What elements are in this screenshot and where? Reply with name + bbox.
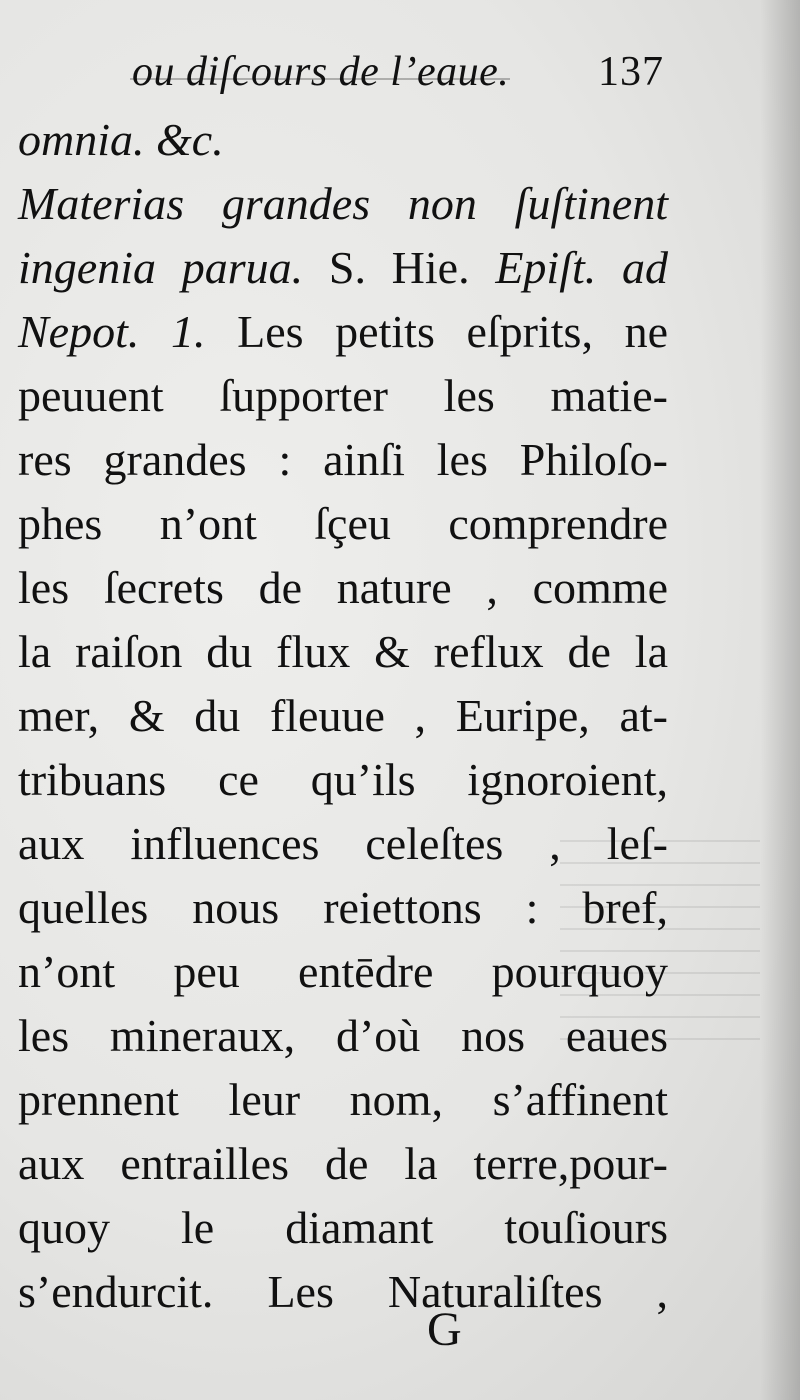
- text-line: prennent leur nom, s’affinent: [18, 1074, 668, 1125]
- text-span: ingenia parua.: [18, 242, 304, 293]
- page-number: 137: [598, 49, 664, 95]
- body-text: [18, 108, 668, 1324]
- text-line: res grandes : ainſi les Philoſo-: [18, 434, 668, 485]
- signature-mark: G: [427, 1303, 462, 1356]
- text-line: [18, 236, 668, 300]
- text-line: peuuent ſupporter les matie-: [18, 370, 668, 421]
- text-line: aux entrailles de la terre,pour-: [18, 1138, 668, 1189]
- text-line: quelles nous reiettons : bref,: [18, 882, 668, 933]
- running-head: [0, 40, 800, 100]
- text-line: aux influences celeſtes , leſ-: [18, 818, 668, 869]
- text-line: les ſecrets de nature , comme: [18, 562, 668, 613]
- text-line: la raiſon du flux & reflux de la: [18, 626, 668, 677]
- text-span: Epiſt. ad: [495, 242, 668, 293]
- page-gutter-shadow: [760, 0, 800, 1400]
- running-title: ou diſcours de l’eaue.: [132, 49, 510, 95]
- text-line: [18, 300, 668, 364]
- text-line: s’endurcit. Les Naturaliſtes ,: [18, 1266, 668, 1317]
- text-span: Nepot. 1.: [18, 306, 206, 357]
- text-line: tribuans ce qu’ils ignoroient,: [18, 754, 668, 805]
- text-line: omnia. &c.: [18, 114, 224, 165]
- text-span: S. Hie.: [328, 242, 470, 293]
- text-line: mer, & du fleuue , Euripe, at-: [18, 690, 668, 741]
- text-span: Les petits eſprits, ne: [237, 306, 668, 357]
- text-line: Materias grandes non ſuſtinent: [18, 178, 668, 229]
- text-line: phes n’ont ſçeu comprendre: [18, 498, 668, 549]
- text-line: les mineraux, d’où nos eaues: [18, 1010, 668, 1061]
- text-line: quoy le diamant touſiours: [18, 1202, 668, 1253]
- text-line: n’ont peu entēdre pourquoy: [18, 946, 668, 997]
